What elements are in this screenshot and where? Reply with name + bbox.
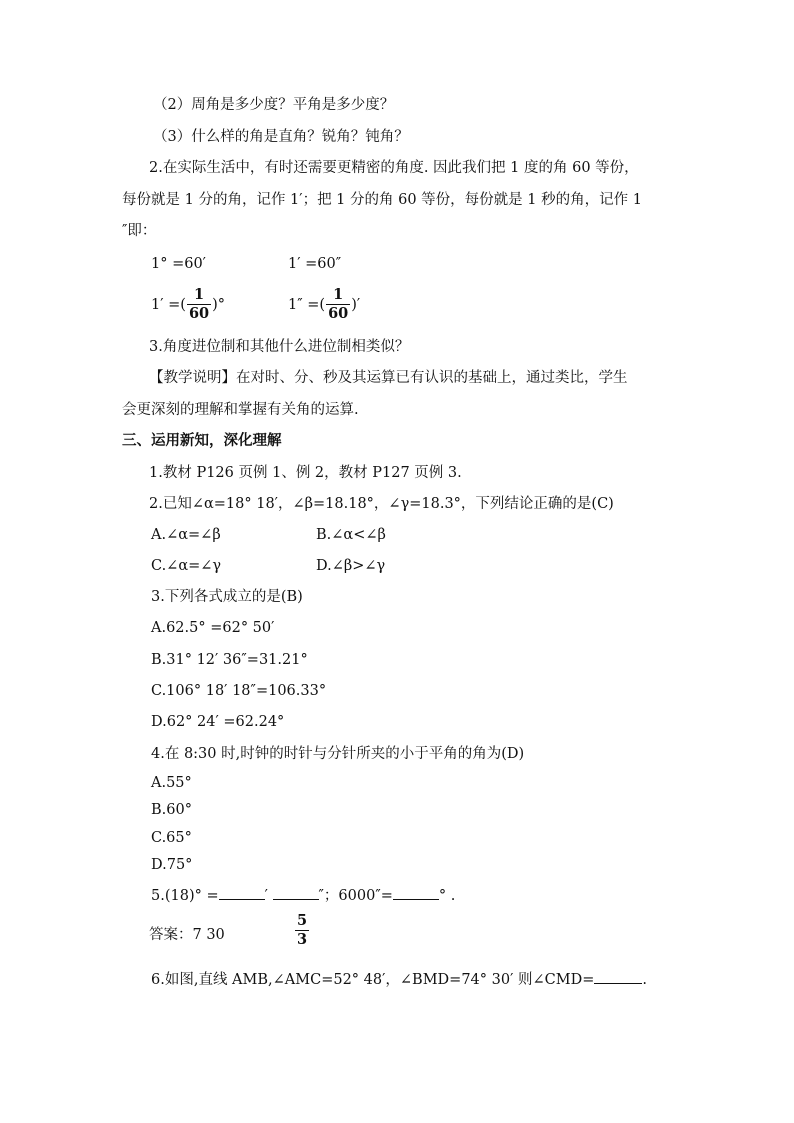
exercise-4: 4.在 8:30 时,时钟的时针与分针所夹的小于平角的角为(D) [151, 746, 525, 762]
fraction [326, 287, 350, 322]
answer-fraction [294, 913, 310, 948]
exercise-3-option-d: D.62° 24′ =62.24° [151, 714, 285, 730]
exercise-3: 3.下列各式成立的是(B) [151, 589, 303, 605]
exercise-4-option-c: C.65° [151, 830, 192, 846]
equation-minute-degree [151, 287, 225, 322]
answer-blank[interactable] [219, 885, 265, 900]
answer-blank[interactable] [273, 885, 319, 900]
question-2: （2）周角是多少度？平角是多少度？ [153, 97, 395, 113]
equation-degree-minutes: 1° =60′ [151, 256, 206, 272]
exercise-2-option-a: A.∠α=∠β [151, 527, 221, 543]
teaching-note-text: 在对时、分、秒及其运算已有认识的基础上，通过类比，学生 [236, 370, 628, 386]
exercise-2-option-d: D.∠β>∠γ [316, 558, 386, 574]
fraction-denominator: 60 [188, 305, 210, 322]
answer-label: 答案：7 30 [149, 927, 225, 943]
fraction [187, 287, 211, 322]
teaching-note-line-1 [149, 369, 628, 387]
section-heading: 三、运用新知，深化理解 [122, 432, 282, 449]
fraction-numerator: 5 [297, 912, 308, 929]
exercise-5 [151, 885, 455, 905]
answer-blank[interactable] [594, 969, 642, 984]
exercise-3-option-a: A.62.5° =62° 50′ [151, 620, 275, 636]
fraction-denominator: 3 [297, 931, 308, 948]
eq-suffix: )° [212, 297, 226, 313]
paragraph-2-line-2: 每份就是 1 分的角，记作 1′；把 1 分的角 60 等份，每份就是 1 秒的角，记作 1 [122, 192, 642, 208]
answer-blank[interactable] [393, 885, 439, 900]
exercise-4-option-a: A.55° [151, 775, 192, 791]
equation-second-minute [288, 287, 360, 322]
equation-minute-seconds: 1′ =60″ [288, 256, 342, 272]
paragraph-3: 3.角度进位制和其他什么进位制相类似？ [149, 339, 410, 355]
fraction-numerator: 1 [193, 286, 205, 303]
exercise-5-part-4: ° . [438, 888, 456, 904]
eq-prefix: 1″ =( [288, 297, 326, 313]
teaching-note-tag: 【教学说明】 [149, 370, 236, 386]
exercise-2: 2.已知∠α=18° 18′，∠β=18.18°，∠γ=18.3°，下列结论正确的是(C) [149, 496, 614, 512]
exercise-3-option-c: C.106° 18′ 18″=106.33° [151, 683, 327, 699]
paragraph-2-line-1: 2.在实际生活中，有时还需要更精密的角度. 因此我们把 1 度的角 60 等份， [149, 160, 639, 176]
exercise-1: 1.教材 P126 页例 1、例 2，教材 P127 页例 3. [149, 465, 462, 481]
exercise-5-part-1: 5.(18)° = [151, 888, 219, 904]
exercise-6: 6.如图,直线 AMB,∠AMC=52° 48′，∠BMD=74° 30′ 则∠CMD= . [151, 969, 647, 989]
question-3: （3）什么样的角是直角？锐角？钝角？ [153, 129, 409, 145]
exercise-3-option-b: B.31° 12′ 36″=31.21° [151, 652, 308, 668]
exercise-5-part-2: ′ [264, 888, 273, 904]
paragraph-2-line-3: ″即： [122, 223, 157, 239]
exercise-6-text: 6.如图,直线 AMB,∠AMC=52° 48′，∠BMD=74° 30′ 则∠CMD= [151, 972, 595, 988]
exercise-5-part-3: ″；6000″= [318, 888, 393, 904]
teaching-note-line-2: 会更深刻的理解和掌握有关角的运算. [122, 402, 359, 418]
exercise-4-option-d: D.75° [151, 857, 193, 873]
eq-prefix: 1′ =( [151, 297, 186, 313]
exercise-2-option-b: B.∠α<∠β [316, 527, 386, 543]
exercise-4-option-b: B.60° [151, 802, 192, 818]
eq-suffix: )′ [351, 297, 361, 313]
fraction-denominator: 60 [328, 305, 349, 322]
exercise-2-option-c: C.∠α=∠γ [151, 558, 222, 574]
fraction-numerator: 1 [333, 286, 344, 303]
fraction [295, 913, 309, 948]
